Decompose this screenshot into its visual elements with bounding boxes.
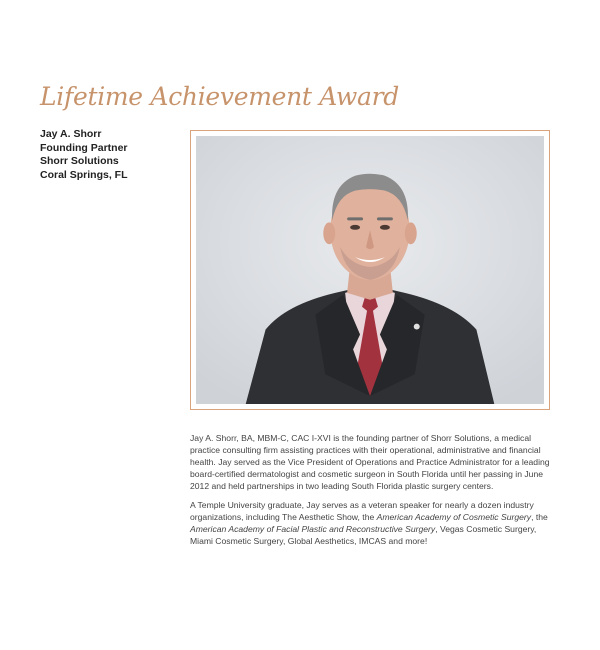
- bio-p2-italic-aacs: American Academy of Cosmetic Surgery: [376, 512, 532, 522]
- bio-text: [190, 432, 555, 554]
- bio-p2-text-a: A Temple University graduate, Jay serves as a veteran speaker for nearly a dozen industry organizations, including The Aesthetic Show, the: [190, 500, 534, 522]
- award-page: [40, 68, 560, 588]
- bio-paragraph-1: Jay A. Shorr, BA, MBM-C, CAC I-XVI is the founding partner of Shorr Solutions, a medical practice consulting firm assisting practices with their operational, administrative and financial health. Jay served as the Vice President of Operations and Practice Administrator for a leading board-certified dermatologist and cosmetic surgeon in South Florida until her passing in June 2012 and held partnerships in two leading South Florida plastic surgery centers.: [190, 433, 550, 491]
- recipient-name: Jay A. Shorr: [40, 128, 102, 140]
- bio-paragraph-2: [190, 499, 555, 547]
- portrait-photo: [196, 136, 544, 404]
- recipient-info: [40, 128, 128, 182]
- portrait-illustration: [196, 136, 544, 404]
- recipient-location: Coral Springs, FL: [40, 168, 128, 181]
- recipient-company: Shorr Solutions: [40, 155, 119, 167]
- recipient-role: Founding Partner: [40, 141, 128, 154]
- portrait-frame: [190, 130, 550, 410]
- bio-p2-text-c: , the: [531, 512, 548, 522]
- bio-p2-italic-aafprs: American Academy of Facial Plastic and Reconstructive Surgery: [190, 524, 436, 534]
- bio-p2-text-e: , Vegas Cosmetic Surgery, Miami Cosmetic Surgery, Global Aesthetics, IMCAS and more!: [190, 524, 537, 546]
- award-title: Lifetime Achievement Award: [40, 82, 399, 111]
